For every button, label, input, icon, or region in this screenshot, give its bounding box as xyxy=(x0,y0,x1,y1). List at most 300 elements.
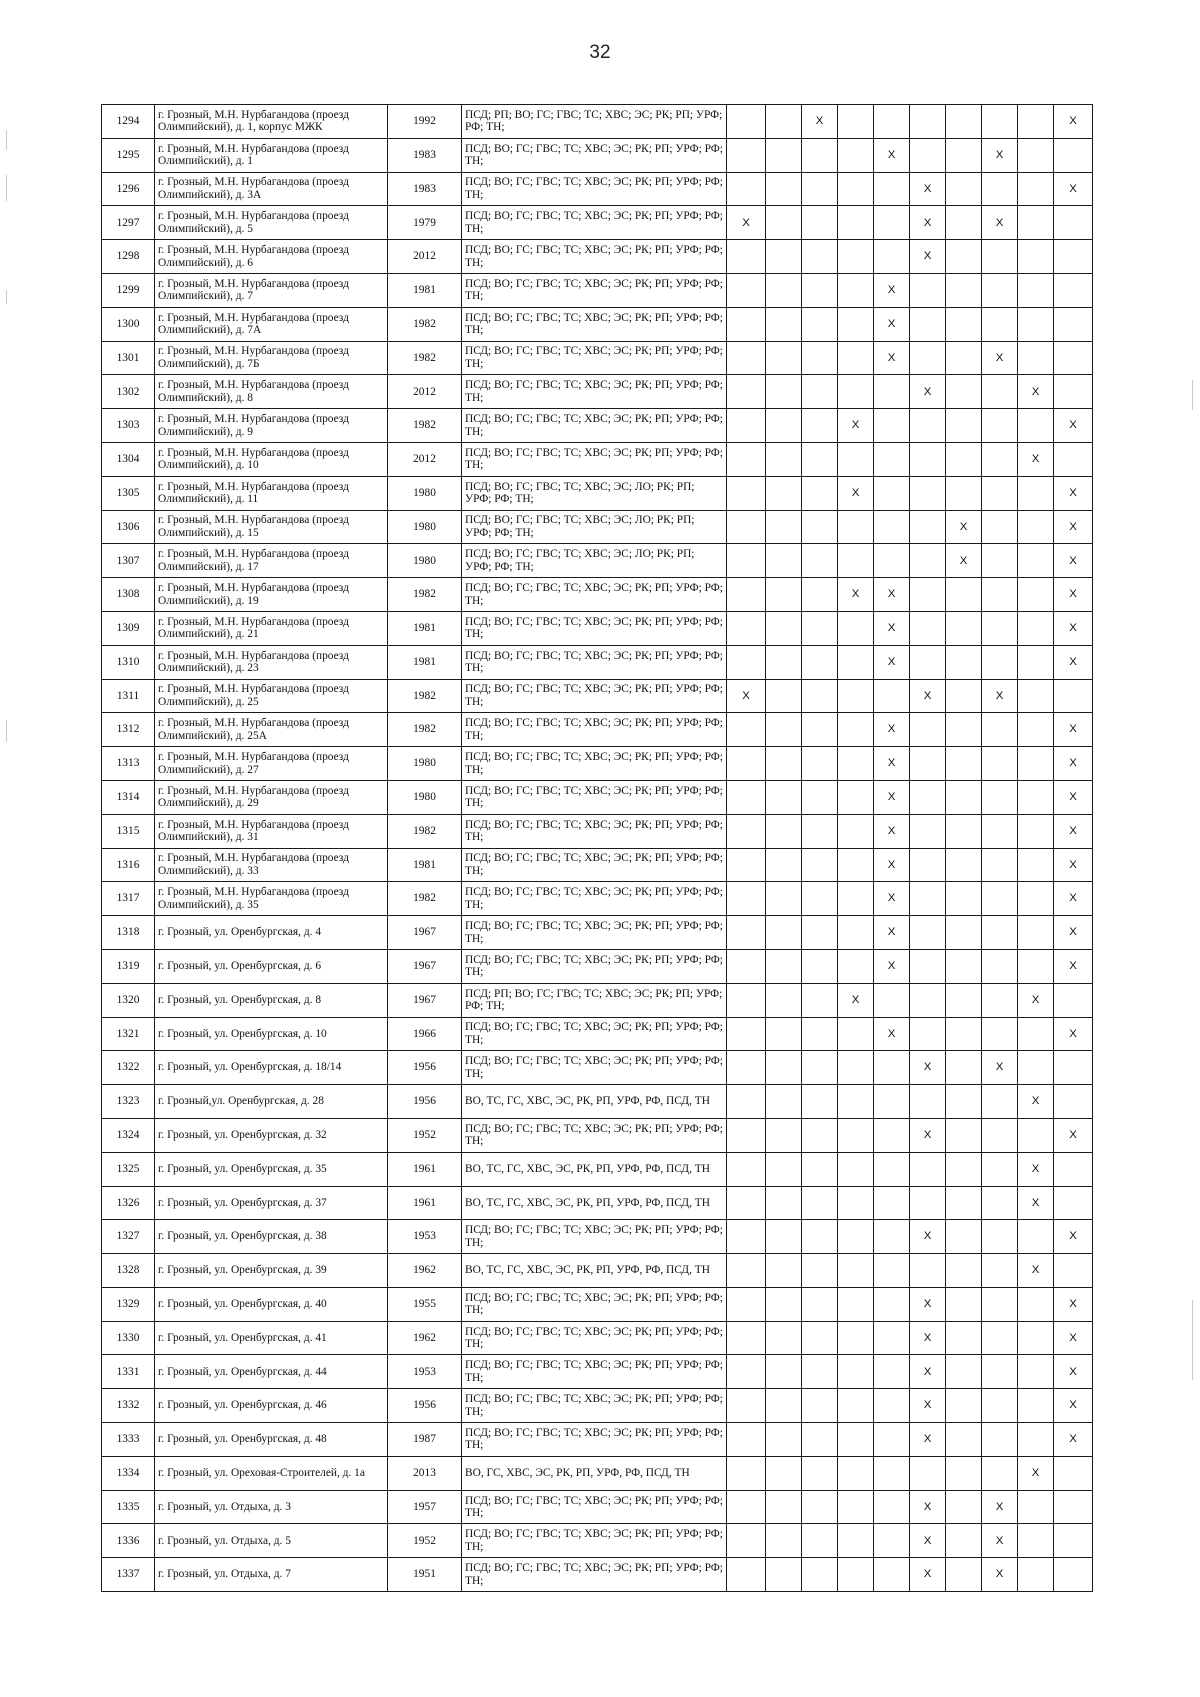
systems-cell: ПСД; ВО; ГС; ГВС; ТС; ХВС; ЭС; РК; РП; УРФ; РФ; ТН; xyxy=(462,138,727,172)
mark-cell xyxy=(727,1254,766,1288)
mark-cell xyxy=(766,476,802,510)
mark-cell xyxy=(766,240,802,274)
address-cell: г. Грозный, ул. Оренбургская, д. 6 xyxy=(155,949,388,983)
mark-cell: X xyxy=(874,578,910,612)
mark-cell xyxy=(874,1558,910,1592)
mark-cell xyxy=(802,1423,838,1457)
mark-cell xyxy=(766,138,802,172)
mark-cell xyxy=(838,679,874,713)
mark-cell xyxy=(874,1254,910,1288)
mark-cell xyxy=(982,442,1018,476)
year-cell: 1987 xyxy=(388,1423,462,1457)
mark-cell xyxy=(874,1051,910,1085)
systems-cell: ПСД; ВО; ГС; ГВС; ТС; ХВС; ЭС; РК; РП; УРФ; РФ; ТН; xyxy=(462,1423,727,1457)
table-row xyxy=(102,240,1093,274)
mark-cell xyxy=(982,273,1018,307)
scan-mark xyxy=(6,720,7,742)
mark-cell xyxy=(766,442,802,476)
systems-cell: ПСД; ВО; ГС; ГВС; ТС; ХВС; ЭС; РК; РП; УРФ; РФ; ТН; xyxy=(462,172,727,206)
address-cell: г. Грозный, М.Н. Нурбагандова (проезд Олимпийский), д. 33 xyxy=(155,848,388,882)
mark-cell xyxy=(802,1321,838,1355)
address-cell: г. Грозный, М.Н. Нурбагандова (проезд Олимпийский), д. 29 xyxy=(155,780,388,814)
mark-cell: X xyxy=(910,375,946,409)
mark-cell xyxy=(838,645,874,679)
row-number-cell: 1308 xyxy=(102,578,155,612)
mark-cell xyxy=(910,578,946,612)
mark-cell xyxy=(727,172,766,206)
mark-cell xyxy=(766,1389,802,1423)
mark-cell xyxy=(766,949,802,983)
row-number-cell: 1318 xyxy=(102,916,155,950)
mark-cell xyxy=(1054,206,1093,240)
mark-cell: X xyxy=(1054,814,1093,848)
mark-cell xyxy=(946,1254,982,1288)
mark-cell xyxy=(766,916,802,950)
mark-cell xyxy=(946,916,982,950)
table-row xyxy=(102,273,1093,307)
mark-cell xyxy=(838,172,874,206)
mark-cell: X xyxy=(982,1490,1018,1524)
mark-cell xyxy=(1054,1254,1093,1288)
year-cell: 1982 xyxy=(388,409,462,443)
table-row xyxy=(102,105,1093,139)
scan-mark xyxy=(6,175,7,201)
mark-cell xyxy=(766,1152,802,1186)
mark-cell: X xyxy=(838,476,874,510)
year-cell: 1966 xyxy=(388,1017,462,1051)
table-row xyxy=(102,307,1093,341)
table-row xyxy=(102,679,1093,713)
address-cell: г. Грозный, ул. Оренбургская, д. 8 xyxy=(155,983,388,1017)
mark-cell xyxy=(946,1118,982,1152)
mark-cell xyxy=(946,1389,982,1423)
mark-cell xyxy=(838,1152,874,1186)
systems-cell: ПСД; РП; ВО; ГС; ГВС; ТС; ХВС; ЭС; РК; РП; УРФ; РФ; ТН; xyxy=(462,983,727,1017)
mark-cell xyxy=(982,1287,1018,1321)
table-row xyxy=(102,442,1093,476)
mark-cell xyxy=(838,375,874,409)
mark-cell: X xyxy=(1054,1355,1093,1389)
mark-cell: X xyxy=(1054,916,1093,950)
table-row xyxy=(102,544,1093,578)
mark-cell xyxy=(766,1558,802,1592)
mark-cell xyxy=(874,510,910,544)
mark-cell xyxy=(727,138,766,172)
mark-cell: X xyxy=(1054,1287,1093,1321)
mark-cell xyxy=(727,1220,766,1254)
address-cell: г. Грозный, ул. Оренбургская, д. 18/14 xyxy=(155,1051,388,1085)
mark-cell xyxy=(1054,240,1093,274)
mark-cell xyxy=(874,983,910,1017)
mark-cell xyxy=(1054,341,1093,375)
mark-cell xyxy=(982,780,1018,814)
mark-cell xyxy=(982,983,1018,1017)
mark-cell xyxy=(982,307,1018,341)
mark-cell xyxy=(910,476,946,510)
mark-cell xyxy=(1018,780,1054,814)
year-cell: 2013 xyxy=(388,1456,462,1490)
table-row xyxy=(102,780,1093,814)
mark-cell xyxy=(910,983,946,1017)
mark-cell xyxy=(727,307,766,341)
mark-cell: X xyxy=(727,206,766,240)
systems-cell: ПСД; ВО; ГС; ГВС; ТС; ХВС; ЭС; РК; РП; УРФ; РФ; ТН; xyxy=(462,1287,727,1321)
mark-cell xyxy=(838,1287,874,1321)
mark-cell: X xyxy=(1018,442,1054,476)
address-cell: г. Грозный, ул. Оренбургская, д. 4 xyxy=(155,916,388,950)
mark-cell: X xyxy=(910,1524,946,1558)
systems-cell: ВО, ТС, ГС, ХВС, ЭС, РК, РП, УРФ, РФ, ПСД, ТН xyxy=(462,1152,727,1186)
mark-cell xyxy=(1018,848,1054,882)
mark-cell xyxy=(874,240,910,274)
mark-cell xyxy=(838,1456,874,1490)
address-cell: г. Грозный, М.Н. Нурбагандова (проезд Олимпийский), д. 7Б xyxy=(155,341,388,375)
scan-mark xyxy=(6,130,7,150)
mark-cell: X xyxy=(982,679,1018,713)
year-cell: 1980 xyxy=(388,544,462,578)
row-number-cell: 1325 xyxy=(102,1152,155,1186)
mark-cell xyxy=(802,1118,838,1152)
mark-cell xyxy=(946,848,982,882)
mark-cell xyxy=(910,273,946,307)
row-number-cell: 1331 xyxy=(102,1355,155,1389)
mark-cell xyxy=(802,1389,838,1423)
table-row xyxy=(102,848,1093,882)
mark-cell xyxy=(727,409,766,443)
mark-cell xyxy=(982,1118,1018,1152)
mark-cell xyxy=(838,1118,874,1152)
mark-cell xyxy=(766,1423,802,1457)
mark-cell xyxy=(910,1254,946,1288)
mark-cell xyxy=(910,916,946,950)
mark-cell xyxy=(1054,983,1093,1017)
mark-cell xyxy=(982,476,1018,510)
year-cell: 1956 xyxy=(388,1085,462,1119)
mark-cell xyxy=(727,1085,766,1119)
mark-cell xyxy=(766,1220,802,1254)
mark-cell xyxy=(946,341,982,375)
mark-cell xyxy=(766,645,802,679)
mark-cell xyxy=(1018,1558,1054,1592)
mark-cell xyxy=(802,1287,838,1321)
mark-cell xyxy=(766,578,802,612)
address-cell: г. Грозный, М.Н. Нурбагандова (проезд Олимпийский), д. 8 xyxy=(155,375,388,409)
mark-cell xyxy=(946,206,982,240)
year-cell: 2012 xyxy=(388,240,462,274)
mark-cell xyxy=(727,916,766,950)
mark-cell xyxy=(874,409,910,443)
table-row xyxy=(102,1355,1093,1389)
mark-cell xyxy=(874,1456,910,1490)
mark-cell: X xyxy=(874,882,910,916)
systems-cell: ПСД; ВО; ГС; ГВС; ТС; ХВС; ЭС; РК; РП; УРФ; РФ; ТН; xyxy=(462,240,727,274)
mark-cell xyxy=(946,375,982,409)
mark-cell xyxy=(802,442,838,476)
mark-cell xyxy=(982,1152,1018,1186)
mark-cell xyxy=(1018,1423,1054,1457)
mark-cell: X xyxy=(838,578,874,612)
mark-cell xyxy=(838,138,874,172)
mark-cell xyxy=(910,105,946,139)
mark-cell xyxy=(802,172,838,206)
table-row xyxy=(102,882,1093,916)
mark-cell: X xyxy=(910,1321,946,1355)
mark-cell: X xyxy=(1054,848,1093,882)
mark-cell: X xyxy=(946,544,982,578)
mark-cell: X xyxy=(946,510,982,544)
mark-cell xyxy=(910,1186,946,1220)
mark-cell xyxy=(874,172,910,206)
mark-cell xyxy=(1054,375,1093,409)
systems-cell: ВО, ТС, ГС, ХВС, ЭС, РК, РП, УРФ, РФ, ПСД, ТН xyxy=(462,1186,727,1220)
row-number-cell: 1328 xyxy=(102,1254,155,1288)
mark-cell xyxy=(766,1085,802,1119)
mark-cell: X xyxy=(874,916,910,950)
address-cell: г. Грозный, М.Н. Нурбагандова (проезд Олимпийский), д. 11 xyxy=(155,476,388,510)
mark-cell xyxy=(838,1490,874,1524)
mark-cell xyxy=(982,105,1018,139)
mark-cell: X xyxy=(874,1017,910,1051)
mark-cell: X xyxy=(910,1220,946,1254)
table-row xyxy=(102,983,1093,1017)
mark-cell xyxy=(946,1355,982,1389)
mark-cell xyxy=(946,679,982,713)
mark-cell: X xyxy=(874,949,910,983)
mark-cell xyxy=(802,916,838,950)
mark-cell xyxy=(838,1085,874,1119)
year-cell: 1982 xyxy=(388,882,462,916)
mark-cell xyxy=(802,1220,838,1254)
mark-cell xyxy=(766,1017,802,1051)
systems-cell: ПСД; ВО; ГС; ГВС; ТС; ХВС; ЭС; ЛО; РК; РП; УРФ; РФ; ТН; xyxy=(462,476,727,510)
mark-cell xyxy=(838,949,874,983)
mark-cell: X xyxy=(874,645,910,679)
year-cell: 1980 xyxy=(388,510,462,544)
row-number-cell: 1303 xyxy=(102,409,155,443)
mark-cell xyxy=(727,645,766,679)
mark-cell xyxy=(1018,138,1054,172)
mark-cell: X xyxy=(982,1524,1018,1558)
table-row xyxy=(102,645,1093,679)
row-number-cell: 1302 xyxy=(102,375,155,409)
mark-cell xyxy=(727,273,766,307)
mark-cell xyxy=(766,105,802,139)
mark-cell xyxy=(946,1220,982,1254)
table-row xyxy=(102,1118,1093,1152)
mark-cell xyxy=(910,409,946,443)
table-row xyxy=(102,1321,1093,1355)
mark-cell xyxy=(1018,1017,1054,1051)
mark-cell: X xyxy=(910,1558,946,1592)
mark-cell xyxy=(802,645,838,679)
row-number-cell: 1330 xyxy=(102,1321,155,1355)
address-cell: г. Грозный, М.Н. Нурбагандова (проезд Олимпийский), д. 6 xyxy=(155,240,388,274)
mark-cell xyxy=(910,138,946,172)
mark-cell xyxy=(802,1558,838,1592)
mark-cell xyxy=(802,1085,838,1119)
address-cell: г. Грозный, ул. Оренбургская, д. 35 xyxy=(155,1152,388,1186)
mark-cell xyxy=(946,1456,982,1490)
mark-cell xyxy=(1018,645,1054,679)
mark-cell xyxy=(802,1254,838,1288)
systems-cell: ВО, ГС, ХВС, ЭС, РК, РП, УРФ, РФ, ПСД, ТН xyxy=(462,1456,727,1490)
address-cell: г. Грозный, М.Н. Нурбагандова (проезд Олимпийский), д. 31 xyxy=(155,814,388,848)
mark-cell xyxy=(838,747,874,781)
mark-cell xyxy=(766,1287,802,1321)
mark-cell xyxy=(910,713,946,747)
address-cell: г. Грозный, ул. Оренбургская, д. 40 xyxy=(155,1287,388,1321)
mark-cell xyxy=(874,1186,910,1220)
mark-cell xyxy=(766,713,802,747)
mark-cell xyxy=(1054,1152,1093,1186)
year-cell: 1982 xyxy=(388,713,462,747)
mark-cell: X xyxy=(1054,1220,1093,1254)
table-body xyxy=(102,105,1093,1592)
year-cell: 1953 xyxy=(388,1355,462,1389)
mark-cell: X xyxy=(1018,1456,1054,1490)
mark-cell xyxy=(766,679,802,713)
table-row xyxy=(102,916,1093,950)
row-number-cell: 1301 xyxy=(102,341,155,375)
year-cell: 1961 xyxy=(388,1152,462,1186)
row-number-cell: 1336 xyxy=(102,1524,155,1558)
mark-cell xyxy=(766,1355,802,1389)
address-cell: г. Грозный, М.Н. Нурбагандова (проезд Олимпийский), д. 3А xyxy=(155,172,388,206)
mark-cell xyxy=(1054,273,1093,307)
mark-cell xyxy=(838,1220,874,1254)
mark-cell xyxy=(766,780,802,814)
mark-cell xyxy=(838,240,874,274)
row-number-cell: 1312 xyxy=(102,713,155,747)
year-cell: 1982 xyxy=(388,679,462,713)
mark-cell xyxy=(802,882,838,916)
mark-cell xyxy=(874,1389,910,1423)
row-number-cell: 1299 xyxy=(102,273,155,307)
mark-cell xyxy=(1018,713,1054,747)
mark-cell xyxy=(946,1186,982,1220)
systems-cell: ПСД; ВО; ГС; ГВС; ТС; ХВС; ЭС; РК; РП; УРФ; РФ; ТН; xyxy=(462,273,727,307)
mark-cell: X xyxy=(1018,983,1054,1017)
mark-cell xyxy=(802,307,838,341)
systems-cell: ПСД; ВО; ГС; ГВС; ТС; ХВС; ЭС; РК; РП; УРФ; РФ; ТН; xyxy=(462,1524,727,1558)
mark-cell xyxy=(766,375,802,409)
systems-cell: ПСД; ВО; ГС; ГВС; ТС; ХВС; ЭС; РК; РП; УРФ; РФ; ТН; xyxy=(462,611,727,645)
mark-cell xyxy=(727,1017,766,1051)
address-cell: г. Грозный, ул. Отдыха, д. 7 xyxy=(155,1558,388,1592)
mark-cell xyxy=(802,578,838,612)
mark-cell xyxy=(1018,1355,1054,1389)
mark-cell: X xyxy=(910,1051,946,1085)
mark-cell xyxy=(1018,1051,1054,1085)
mark-cell xyxy=(1018,611,1054,645)
mark-cell xyxy=(982,1254,1018,1288)
address-cell: г. Грозный, ул. Оренбургская, д. 32 xyxy=(155,1118,388,1152)
mark-cell: X xyxy=(1054,578,1093,612)
mark-cell: X xyxy=(1054,1017,1093,1051)
row-number-cell: 1305 xyxy=(102,476,155,510)
systems-cell: ПСД; ВО; ГС; ГВС; ТС; ХВС; ЭС; РК; РП; УРФ; РФ; ТН; xyxy=(462,1220,727,1254)
systems-cell: ПСД; ВО; ГС; ГВС; ТС; ХВС; ЭС; РК; РП; УРФ; РФ; ТН; xyxy=(462,1558,727,1592)
mark-cell xyxy=(946,1524,982,1558)
buildings-table xyxy=(101,104,1093,1592)
mark-cell xyxy=(946,1051,982,1085)
systems-cell: ПСД; ВО; ГС; ГВС; ТС; ХВС; ЭС; РК; РП; УРФ; РФ; ТН; xyxy=(462,679,727,713)
mark-cell xyxy=(910,882,946,916)
systems-cell: ПСД; ВО; ГС; ГВС; ТС; ХВС; ЭС; РК; РП; УРФ; РФ; ТН; xyxy=(462,409,727,443)
address-cell: г. Грозный, ул. Оренбургская, д. 10 xyxy=(155,1017,388,1051)
mark-cell: X xyxy=(910,172,946,206)
mark-cell xyxy=(946,273,982,307)
mark-cell xyxy=(766,544,802,578)
mark-cell: X xyxy=(910,1389,946,1423)
mark-cell xyxy=(1018,1287,1054,1321)
mark-cell xyxy=(946,307,982,341)
address-cell: г. Грозный, ул. Оренбургская, д. 41 xyxy=(155,1321,388,1355)
mark-cell: X xyxy=(1054,105,1093,139)
table-row xyxy=(102,1558,1093,1592)
row-number-cell: 1295 xyxy=(102,138,155,172)
mark-cell xyxy=(982,544,1018,578)
mark-cell xyxy=(727,713,766,747)
mark-cell xyxy=(766,510,802,544)
mark-cell xyxy=(727,1118,766,1152)
row-number-cell: 1319 xyxy=(102,949,155,983)
mark-cell: X xyxy=(874,747,910,781)
mark-cell xyxy=(727,848,766,882)
mark-cell xyxy=(766,409,802,443)
mark-cell: X xyxy=(874,611,910,645)
mark-cell xyxy=(946,138,982,172)
year-cell: 1981 xyxy=(388,645,462,679)
systems-cell: ПСД; ВО; ГС; ГВС; ТС; ХВС; ЭС; РК; РП; УРФ; РФ; ТН; xyxy=(462,1321,727,1355)
table-row xyxy=(102,341,1093,375)
systems-cell: ВО, ТС, ГС, ХВС, ЭС, РК, РП, УРФ, РФ, ПСД, ТН xyxy=(462,1085,727,1119)
mark-cell xyxy=(1054,1456,1093,1490)
mark-cell xyxy=(1018,273,1054,307)
year-cell: 1981 xyxy=(388,273,462,307)
mark-cell xyxy=(838,1524,874,1558)
address-cell: г. Грозный, ул. Ореховая-Строителей, д. 1а xyxy=(155,1456,388,1490)
mark-cell xyxy=(1018,578,1054,612)
table-row xyxy=(102,578,1093,612)
row-number-cell: 1334 xyxy=(102,1456,155,1490)
mark-cell xyxy=(802,1017,838,1051)
mark-cell xyxy=(910,814,946,848)
mark-cell xyxy=(802,848,838,882)
systems-cell: ПСД; ВО; ГС; ГВС; ТС; ХВС; ЭС; РК; РП; УРФ; РФ; ТН; xyxy=(462,206,727,240)
year-cell: 1980 xyxy=(388,476,462,510)
mark-cell xyxy=(982,1355,1018,1389)
mark-cell xyxy=(802,510,838,544)
address-cell: г. Грозный, ул. Отдыха, д. 5 xyxy=(155,1524,388,1558)
mark-cell xyxy=(802,138,838,172)
systems-cell: ПСД; ВО; ГС; ГВС; ТС; ХВС; ЭС; РК; РП; УРФ; РФ; ТН; xyxy=(462,949,727,983)
mark-cell xyxy=(838,544,874,578)
mark-cell xyxy=(766,747,802,781)
address-cell: г. Грозный, М.Н. Нурбагандова (проезд Олимпийский), д. 7А xyxy=(155,307,388,341)
mark-cell xyxy=(946,949,982,983)
mark-cell xyxy=(946,1423,982,1457)
systems-cell: ПСД; ВО; ГС; ГВС; ТС; ХВС; ЭС; РК; РП; УРФ; РФ; ТН; xyxy=(462,780,727,814)
table-row xyxy=(102,409,1093,443)
table-row xyxy=(102,476,1093,510)
mark-cell xyxy=(982,814,1018,848)
mark-cell: X xyxy=(1054,747,1093,781)
table-row xyxy=(102,1254,1093,1288)
table-row xyxy=(102,1186,1093,1220)
table-row xyxy=(102,510,1093,544)
mark-cell xyxy=(874,375,910,409)
